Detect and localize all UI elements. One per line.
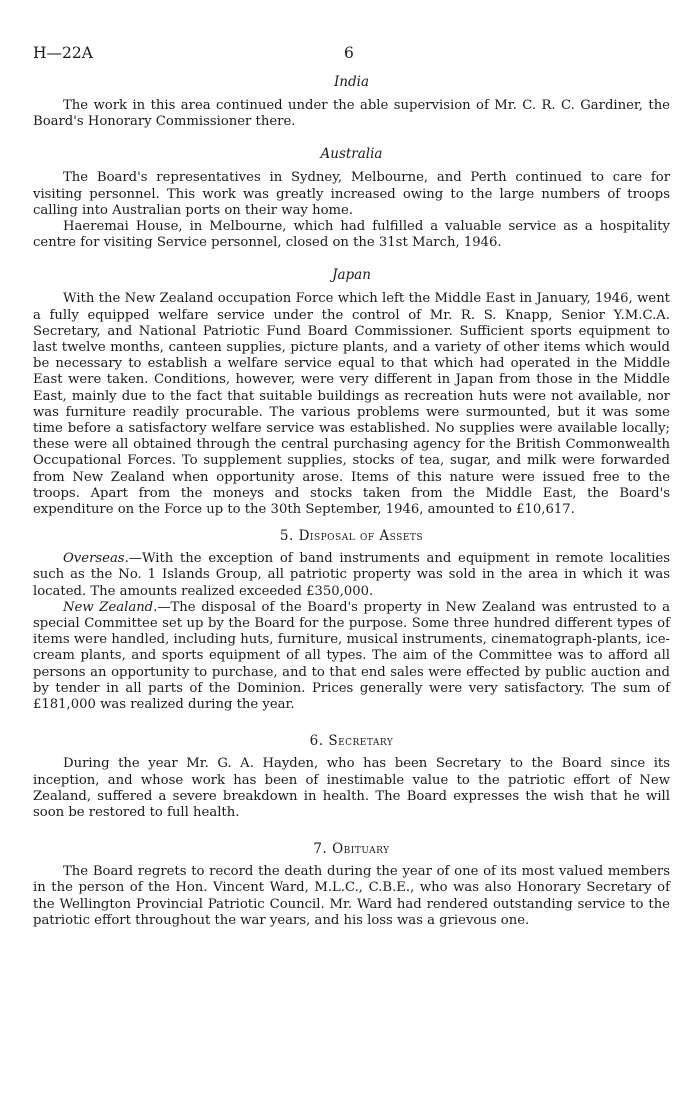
overseas-text: —With the exception of band instruments and equipment in remote localities such as the No. 1 Islands Group, all patriotic property was sold in the area in which it was located. The amounts realized exceeded £350,000.: [33, 551, 670, 599]
secretary-paragraph-1: During the year Mr. G. A. Hayden, who has been Secretary to the Board since its inception, and whose work has been of inestimable value to the patriotic effort of New Zealand, suffered a severe breakdown in health. The Board expresses the wish that he will soon be restored to full health.: [33, 756, 670, 820]
japan-paragraph-1: With the New Zealand occupation Force which left the Middle East in January, 1946, went a fully equipped welfare service under the control of Mr. R. S. Knapp, Senior Y.M.C.A. Secretary, and National Patriotic Fund Board Commissioner. Sufficient sports equipment to last twelve months, canteen supplies, picture plants, and a variety of other items which would be necessary to establish a welfare service equal to that which had operated in the Middle East were taken. Conditions, however, were very different in Japan from those in the Middle East, mainly due to the fact that suitable buildings as recreation huts were not available, nor was furniture readily procurable. The various problems were surmounted, but it was some time before a satisfactory welfare service was established. No supplies were available locally; these were all obtained through the central purchasing agency for the British Commonwealth Occupational Forces. To supplement supplies, stocks of tea, sugar, and milk were forwarded from New Zealand when opportunity arose. Items of this nature were issued free to the troops. Apart from the moneys and stocks taken from the Middle East, the Board's expenditure on the Force up to the 30th September, 1946, amounted to £10,617.: [33, 291, 670, 518]
disposal-heading: 5. Disposal of Assets: [279, 528, 424, 545]
japan-heading: Japan: [332, 267, 371, 284]
australia-heading: Australia: [320, 146, 383, 163]
new-zealand-text: —The disposal of the Board's property in New Zealand was entrusted to a special Committee set up by the Board for the purpose. Some three hundred different types of items were handled, including huts, furniture, musical instruments, cinematograph-plants, ice-cream plants, and sports equipment of all types. The aim of the Committee was to afford all persons an opportunity to purchase, and to that end sales were effected by public auction and by tender in all parts of the Dominion. Prices generally were very satisfactory. The sum of £181,000 was realized during the year.: [33, 599, 670, 713]
section-australia: [33, 146, 670, 251]
new-zealand-lead: New Zealand.: [63, 599, 158, 615]
page-number: 6: [344, 44, 354, 62]
disposal-nz-paragraph: [33, 600, 670, 713]
obituary-paragraph-1: The Board regrets to record the death during the year of one of its most valued members in the person of the Hon. Vincent Ward, M.L.C., C.B.E., who was also Honorary Secretary of the Wellington Provincial Patriotic Council. Mr. Ward had rendered outstanding service to the patriotic effort throughout the war years, and his loss was a grievous one.: [33, 864, 670, 928]
australia-paragraph-1: The Board's representatives in Sydney, Melbourne, and Perth continued to care for visiting personnel. This work was greatly increased owing to the large numbers of troops calling into Australian ports on their way home.: [33, 170, 670, 218]
section-secretary: [33, 733, 670, 821]
page-header: [33, 44, 670, 74]
disposal-overseas-paragraph: [33, 551, 670, 600]
section-japan: [33, 267, 670, 518]
section-disposal-of-assets: [33, 528, 670, 713]
section-obituary: [33, 841, 670, 929]
section-india: [33, 74, 670, 130]
australia-paragraph-2: Haeremai House, in Melbourne, which had fulfilled a valuable service as a hospitality centre for visiting Service personnel, closed on the 31st March, 1946.: [33, 219, 670, 251]
india-heading: India: [333, 74, 370, 90]
obituary-heading: 7. Obituary: [313, 841, 390, 858]
document-reference: H—22A: [33, 44, 93, 62]
india-paragraph-1: The work in this area continued under the able supervision of Mr. C. R. C. Gardiner, the Board's Honorary Commissioner there.: [33, 98, 670, 130]
secretary-heading: 6. Secretary: [309, 733, 394, 750]
overseas-lead: Overseas.: [63, 551, 129, 567]
